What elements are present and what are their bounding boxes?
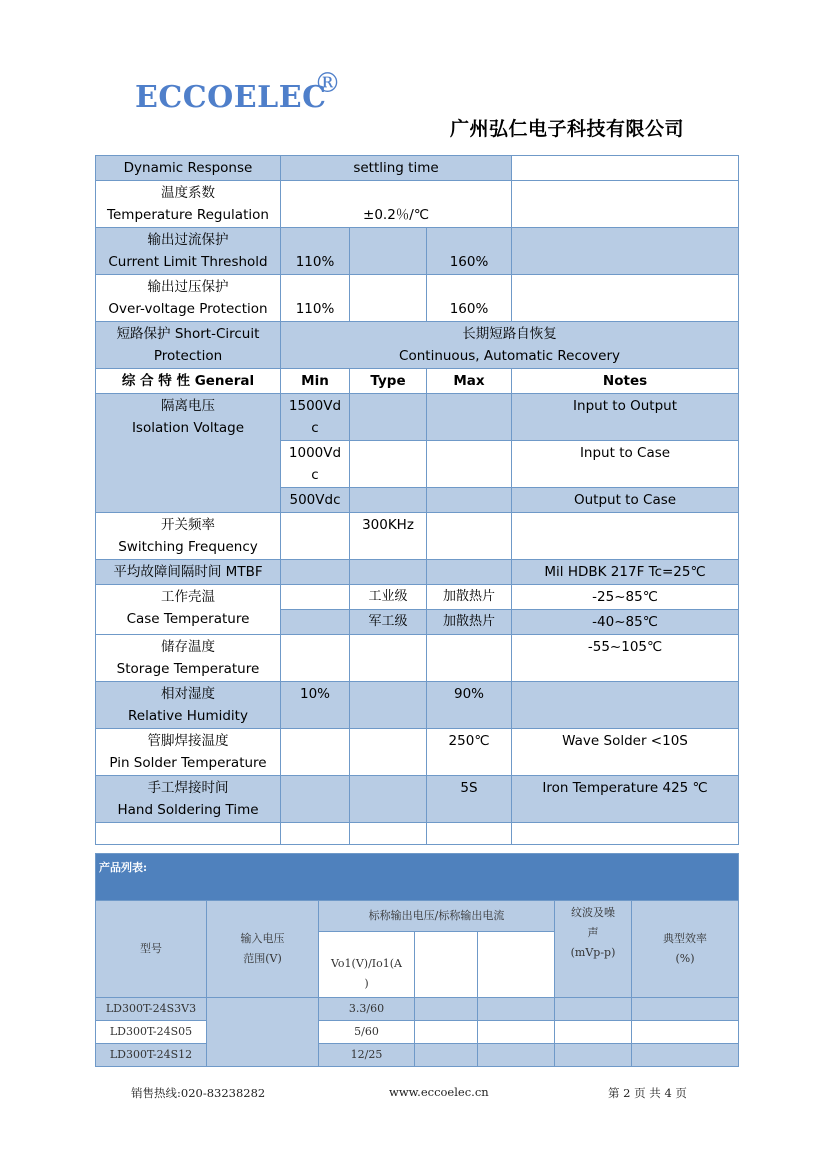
relative-humidity-label: 相对湿度 Relative Humidity [96, 682, 281, 729]
product-list-title: 产品列表: [96, 854, 739, 901]
product-model: LD300T-24S3V3 [96, 998, 207, 1021]
row-temperature-regulation [96, 181, 739, 228]
isolation-type [350, 394, 427, 441]
product-ripple [555, 1044, 632, 1067]
header-output-blank [478, 932, 555, 998]
isolation-max [427, 441, 512, 488]
switching-frequency-label: 开关频率 Switching Frequency [96, 513, 281, 560]
storage-temperature-type [350, 635, 427, 682]
row-current-limit [96, 228, 739, 275]
case-temperature-max: 加散热片 [427, 610, 512, 635]
empty-cell [512, 823, 739, 845]
footer-website[interactable]: www.eccoelec.cn [389, 1085, 489, 1099]
case-temperature-notes: -40~85℃ [512, 610, 739, 635]
product-output: 12/25 [319, 1044, 415, 1067]
product-row [96, 1044, 739, 1067]
product-list-table [95, 853, 739, 1067]
hand-soldering-notes: Iron Temperature 425 ℃ [512, 776, 739, 823]
case-temperature-min [281, 585, 350, 610]
product-efficiency [632, 1021, 739, 1044]
temperature-regulation-label-en: Temperature Regulation [107, 207, 269, 223]
over-voltage-type [350, 275, 427, 322]
storage-temperature-min [281, 635, 350, 682]
hand-soldering-label: 手工焊接时间 Hand Soldering Time [96, 776, 281, 823]
over-voltage-label-en: Over-voltage Protection [108, 301, 268, 317]
isolation-notes: Input to Output [512, 394, 739, 441]
product-model: LD300T-24S12 [96, 1044, 207, 1067]
column-header-notes: Notes [512, 369, 739, 394]
temperature-regulation-label-cn: 温度系数 [161, 185, 215, 201]
product-ripple [555, 998, 632, 1021]
product-cell [478, 1021, 555, 1044]
row-switching-frequency [96, 513, 739, 560]
case-temperature-type: 军工级 [350, 610, 427, 635]
header-efficiency: 典型效率 (%) [632, 901, 739, 998]
isolation-type [350, 441, 427, 488]
row-empty [96, 823, 739, 845]
product-output: 3.3/60 [319, 998, 415, 1021]
case-temperature-type: 工业级 [350, 585, 427, 610]
header-model: 型号 [96, 901, 207, 998]
spec-table [95, 155, 739, 845]
row-case-temperature-1 [96, 585, 739, 610]
row-general-header [96, 369, 739, 394]
pin-solder-label: 管脚焊接温度 Pin Solder Temperature [96, 729, 281, 776]
product-efficiency [632, 998, 739, 1021]
dynamic-response-value: settling time [281, 156, 512, 181]
row-over-voltage [96, 275, 739, 322]
product-input-range [207, 998, 319, 1067]
mtbf-notes: Mil HDBK 217F Tc=25℃ [512, 560, 739, 585]
pin-solder-type [350, 729, 427, 776]
product-row [96, 998, 739, 1021]
relative-humidity-min: 10% [281, 682, 350, 729]
company-logo: ECCOELEC [135, 80, 327, 115]
mtbf-max [427, 560, 512, 585]
product-cell [478, 998, 555, 1021]
isolation-max [427, 394, 512, 441]
current-limit-notes [512, 228, 739, 275]
product-model: LD300T-24S05 [96, 1021, 207, 1044]
company-name: 广州弘仁电子科技有限公司 [450, 118, 685, 140]
hand-soldering-max: 5S [427, 776, 512, 823]
registered-mark: ® [314, 68, 341, 99]
over-voltage-notes [512, 275, 739, 322]
pin-solder-min [281, 729, 350, 776]
product-list-header-row-1 [96, 901, 739, 932]
short-circuit-value: 长期短路自恢复 Continuous, Automatic Recovery [281, 322, 739, 369]
header-input-voltage: 输入电压 范围(V) [207, 901, 319, 998]
isolation-notes: Output to Case [512, 488, 739, 513]
row-dynamic-response [96, 156, 739, 181]
dynamic-response-notes [512, 156, 739, 181]
hand-soldering-type [350, 776, 427, 823]
isolation-type [350, 488, 427, 513]
short-circuit-label: 短路保护 Short-Circuit Protection [96, 322, 281, 369]
current-limit-type [350, 228, 427, 275]
product-cell [415, 998, 478, 1021]
dynamic-response-label: Dynamic Response [96, 156, 281, 181]
product-ripple [555, 1021, 632, 1044]
relative-humidity-notes [512, 682, 739, 729]
current-limit-max: 160% [427, 228, 512, 275]
switching-frequency-notes [512, 513, 739, 560]
isolation-label: 隔离电压 Isolation Voltage [96, 394, 281, 513]
product-cell [478, 1044, 555, 1067]
empty-cell [350, 823, 427, 845]
empty-cell [96, 823, 281, 845]
isolation-min: 1500Vd c [281, 394, 350, 441]
pin-solder-notes: Wave Solder <10S [512, 729, 739, 776]
temperature-regulation-label [96, 181, 281, 228]
row-relative-humidity [96, 682, 739, 729]
relative-humidity-type [350, 682, 427, 729]
row-storage-temperature [96, 635, 739, 682]
current-limit-label [96, 228, 281, 275]
storage-temperature-notes: -55~105℃ [512, 635, 739, 682]
temperature-regulation-notes [512, 181, 739, 228]
switching-frequency-min [281, 513, 350, 560]
current-limit-min: 110% [281, 228, 350, 275]
row-isolation-1 [96, 394, 739, 441]
footer-page-number: 第 2 页 共 4 页 [608, 1086, 687, 1100]
pin-solder-max: 250℃ [427, 729, 512, 776]
over-voltage-max: 160% [427, 275, 512, 322]
isolation-max [427, 488, 512, 513]
row-mtbf [96, 560, 739, 585]
empty-cell [281, 823, 350, 845]
column-header-type: Type [350, 369, 427, 394]
current-limit-label-en: Current Limit Threshold [108, 254, 268, 270]
hand-soldering-min [281, 776, 350, 823]
mtbf-type [350, 560, 427, 585]
general-header-label: 综 合 特 性 General [96, 369, 281, 394]
case-temperature-max: 加散热片 [427, 585, 512, 610]
row-hand-soldering [96, 776, 739, 823]
header-ripple-noise: 纹波及噪 声 (mVp-p) [555, 901, 632, 998]
switching-frequency-type: 300KHz [350, 513, 427, 560]
over-voltage-min: 110% [281, 275, 350, 322]
row-short-circuit [96, 322, 739, 369]
current-limit-label-cn: 输出过流保护 [147, 232, 229, 248]
column-header-max: Max [427, 369, 512, 394]
storage-temperature-label: 储存温度 Storage Temperature [96, 635, 281, 682]
product-cell [415, 1021, 478, 1044]
column-header-min: Min [281, 369, 350, 394]
isolation-min: 500Vdc [281, 488, 350, 513]
mtbf-label: 平均故障间隔时间 MTBF [96, 560, 281, 585]
storage-temperature-max [427, 635, 512, 682]
isolation-notes: Input to Case [512, 441, 739, 488]
temperature-regulation-value: ±0.2％/℃ [281, 181, 512, 228]
product-output: 5/60 [319, 1021, 415, 1044]
row-pin-solder [96, 729, 739, 776]
product-row [96, 1021, 739, 1044]
case-temperature-notes: -25~85℃ [512, 585, 739, 610]
isolation-min: 1000Vd c [281, 441, 350, 488]
switching-frequency-max [427, 513, 512, 560]
product-list-title-row [96, 854, 739, 901]
footer-hotline: 销售热线:020-83238282 [131, 1086, 266, 1100]
header-output: 标称输出电压/标称输出电流 [319, 901, 555, 932]
product-cell [415, 1044, 478, 1067]
relative-humidity-max: 90% [427, 682, 512, 729]
header-output-blank [415, 932, 478, 998]
mtbf-min [281, 560, 350, 585]
header-vo1-io1: Vo1(V)/Io1(A ) [319, 932, 415, 998]
over-voltage-label-cn: 输出过压保护 [147, 279, 229, 295]
product-efficiency [632, 1044, 739, 1067]
case-temperature-min [281, 610, 350, 635]
case-temperature-label: 工作壳温 Case Temperature [96, 585, 281, 635]
over-voltage-label [96, 275, 281, 322]
empty-cell [427, 823, 512, 845]
